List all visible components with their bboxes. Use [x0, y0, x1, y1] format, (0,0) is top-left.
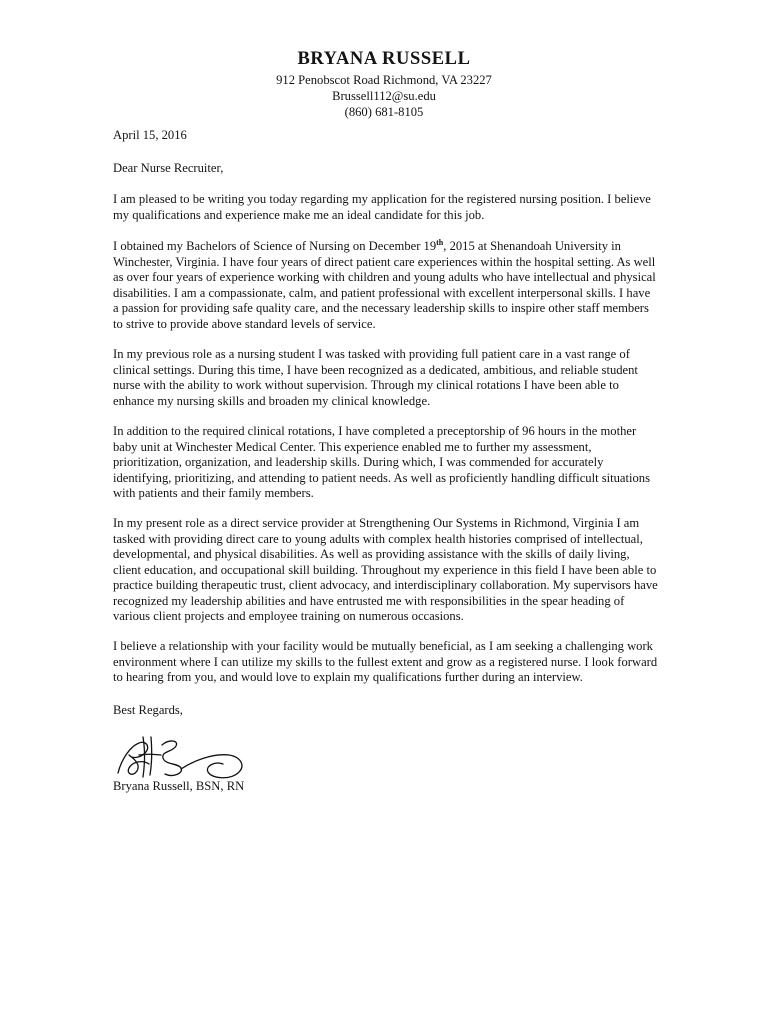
paragraph-6: [113, 639, 658, 686]
letter-date: April 15, 2016: [113, 128, 187, 142]
closing: Best Regards,: [113, 703, 183, 717]
email-line: Brussell112@su.edu: [332, 89, 436, 103]
phone-line: (860) 681-8105: [344, 105, 424, 119]
paragraph-2-text: [113, 239, 658, 332]
paragraph-2-part-a: I obtained my Bachelors of Science of Nursing on December 19: [113, 239, 437, 253]
paragraph-3: [113, 347, 658, 409]
handwritten-signature: [115, 733, 250, 785]
paragraph-2-part-b: , 2015 at Shenandoah University in Winchester, Virginia. I have four years of direct patient care experiences within the hospital setting. As well as over four years of experience working with children and young adults who have intellectual and physical disabilities. I am a compassionate, calm, and patient professional with excellent interpersonal skills. I have a passion for providing safe quality care, and the necessary leadership skills to inspire other staff members to strive to provide above standard levels of service.: [113, 239, 656, 331]
paragraph-5-text: In my present role as a direct service provider at Strengthening Our Systems in Richmond, Virginia I am tasked with providing direct care to young adults with complex health histories comprised of intellectual, developmental, and physical disabilities. As well as providing assistance with the skills of daily living, client education, and occupational skill building. Throughout my experience in this field I have been able to practice building therapeutic trust, client advocacy, and interdisciplinary collaboration. My supervisors have recognized my leadership abilities and have entrusted me with responsibilities in the spear heading of various client projects and employee training on numerous occasions.: [113, 516, 658, 623]
address-line: 912 Penobscot Road Richmond, VA 23227: [276, 73, 492, 87]
signature-name: Bryana Russell, BSN, RN: [113, 779, 245, 793]
letter-header: [0, 46, 768, 120]
salutation: Dear Nurse Recruiter,: [113, 161, 224, 175]
paragraph-2: [113, 239, 658, 332]
paragraph-3-text: In my previous role as a nursing student I was tasked with providing full patient care in a vast range of clinical settings. During this time, I have been recognized as a dedicated, ambitious, and reliable student nurse with the ability to work without supervision. Through my clinical rotations I have been able to enhance my nursing skills and broaden my clinical knowledge.: [113, 347, 638, 408]
paragraph-1-text: I am pleased to be writing you today regarding my application for the registered nursing position. I believe my qualifications and experience make me an ideal candidate for this job.: [113, 192, 651, 222]
paragraph-4-text: In addition to the required clinical rotations, I have completed a preceptorship of 96 hours in the mother baby unit at Winchester Medical Center. This experience enabled me to further my assessment, prioritization, organization, and leadership skills. During which, I was commended for accurately identifying, prioritizing, and attending to patient needs. As well as proficiently handling difficult situations with patients and their family members.: [113, 424, 650, 500]
paragraph-1: [113, 192, 658, 223]
applicant-name: BRYANA RUSSELL: [297, 49, 471, 69]
paragraph-6-text: I believe a relationship with your facility would be mutually beneficial, as I am seeking a challenging work environment where I can utilize my skills to the fullest extent and grow as a registered nurse. I look forward to hearing from you, and would love to explain my qualifications further during an interview.: [113, 639, 658, 684]
paragraph-4: [113, 424, 658, 502]
paragraph-5: [113, 516, 658, 625]
ordinal-suffix: th: [436, 237, 444, 247]
